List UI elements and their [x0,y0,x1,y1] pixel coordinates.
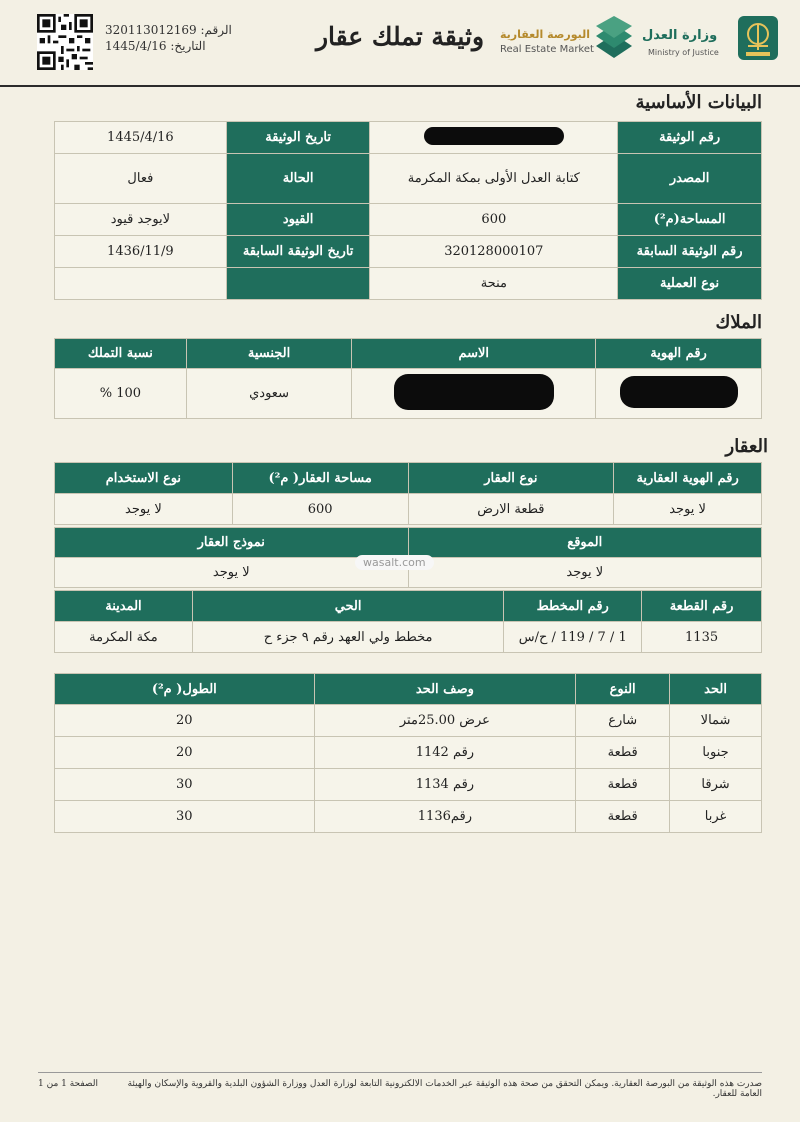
table-row [55,236,762,268]
empty-label [226,268,370,300]
stacks-logo-icon [592,16,636,58]
property-id-value: لا يوجد [614,494,762,525]
table-row [55,769,762,801]
status-label: الحالة [226,154,370,204]
table-row [55,622,762,653]
description-header: وصف الحد [314,674,576,705]
type-value: شارع [576,705,670,737]
operation-type-value: منحة [370,268,618,300]
prev-doc-number-label: رقم الوثيقة السابقة [618,236,762,268]
table-header-row [55,528,762,558]
length-value: 30 [55,801,315,833]
qr-code-icon [37,14,93,70]
description-value: رقم1136 [314,801,576,833]
table-row [55,737,762,769]
doc-date-value: 1445/4/16 [55,122,227,154]
watermark: wasalt.com [355,555,434,570]
table-row [55,705,762,737]
district-value: مخطط ولي العهد رقم ٩ جزء ح [192,622,503,653]
property-table-1 [54,462,762,525]
property-area-header: مساحة العقار( م²) [232,463,408,494]
side-header: الحد [670,674,762,705]
table-header-row [55,674,762,705]
date-label: التاريخ: [170,39,206,53]
page-number: الصفحة 1 من 1 [38,1079,98,1089]
doc-number-value [370,122,618,154]
property-table-3 [54,590,762,653]
owner-name-header: الاسم [352,339,596,369]
ministry-logo-ar: وزارة العدل [642,28,718,43]
length-value: 20 [55,737,315,769]
length-value: 20 [55,705,315,737]
table-row [55,204,762,236]
property-section-title: العقار [725,436,768,457]
city-header: المدينة [55,591,193,622]
doc-number-label: رقم الوثيقة [618,122,762,154]
prev-doc-date-value: 1436/11/9 [55,236,227,268]
location-value: لا يوجد [408,558,762,588]
area-label: المساحة(م²) [618,204,762,236]
logos-area [500,14,780,70]
property-type-value: قطعة الارض [408,494,614,525]
prev-doc-date-label: تاريخ الوثيقة السابقة [226,236,370,268]
boundaries-table [54,673,762,833]
table-row [55,369,762,419]
city-value: مكة المكرمة [55,622,193,653]
redacted-block [620,376,738,408]
table-header-row [55,463,762,494]
usage-type-value: لا يوجد [55,494,233,525]
basic-data-table [54,121,762,300]
plan-number-header: رقم المخطط [504,591,642,622]
doc-date-label: تاريخ الوثيقة [226,122,370,154]
empty-value [55,268,227,300]
page-title: وثيقة تملك عقار [315,22,485,51]
length-value: 30 [55,769,315,801]
usage-type-header: نوع الاستخدام [55,463,233,494]
redacted-block [394,374,554,410]
side-value: جنوبا [670,737,762,769]
owner-share-value: 100 % [55,369,187,419]
owners-section-title: الملاك [715,312,762,333]
basic-section-title: البيانات الأساسية [635,92,762,113]
type-value: قطعة [576,737,670,769]
description-value: عرض 25.00متر [314,705,576,737]
table-row [55,154,762,204]
source-label: المصدر [618,154,762,204]
reference-block [105,22,285,54]
table-row [55,122,762,154]
type-value: قطعة [576,769,670,801]
side-value: شمالا [670,705,762,737]
owner-share-header: نسبة التملك [55,339,187,369]
redacted-block [424,127,564,145]
ministry-logo-en: Ministry of Justice [648,48,719,57]
date-value: 1445/4/16 [105,39,167,53]
owner-name-value [352,369,596,419]
restrictions-label: القيود [226,204,370,236]
prev-doc-number-value: 320128000107 [370,236,618,268]
owners-table [54,338,762,419]
plot-number-header: رقم القطعة [642,591,762,622]
market-logo-en: Real Estate Market [500,44,594,55]
document-footer [38,1072,762,1099]
table-row [55,494,762,525]
status-value: فعال [55,154,227,204]
length-header: الطول( م²) [55,674,315,705]
ref-number: 320113012169 [105,23,197,37]
owner-id-header: رقم الهوية [596,339,762,369]
source-value: كتابة العدل الأولى بمكة المكرمة [370,154,618,204]
market-logo-ar: البورصة العقارية [500,28,591,41]
property-model-header: نموذج العقار [55,528,409,558]
footer-text: صدرت هذه الوثيقة من البورصة العقارية. ويمكن التحقق من صحة هذه الوثيقة عبر الخدمات الالكترونية التابعة لوزارة العدل ووزارة الشؤون البلدية والقروية والإسكان والهيئة العامة للعقار. [127,1079,762,1099]
plan-number-value: 1 / 7 / 119 / ح/س [504,622,642,653]
ministry-emblem-icon [736,14,780,62]
type-value: قطعة [576,801,670,833]
side-value: شرقا [670,769,762,801]
description-value: رقم 1142 [314,737,576,769]
location-header: الموقع [408,528,762,558]
type-header: النوع [576,674,670,705]
owner-nationality-header: الجنسية [186,339,352,369]
property-id-header: رقم الهوية العقارية [614,463,762,494]
property-model-value: لا يوجد [55,558,409,588]
side-value: غربا [670,801,762,833]
owner-nationality-value: سعودي [186,369,352,419]
ref-label: الرقم: [200,23,232,37]
owner-id-value [596,369,762,419]
description-value: رقم 1134 [314,769,576,801]
property-area-value: 600 [232,494,408,525]
table-header-row [55,339,762,369]
table-row [55,268,762,300]
plot-number-value: 1135 [642,622,762,653]
document-header [0,0,800,87]
operation-type-label: نوع العملية [618,268,762,300]
district-header: الحي [192,591,503,622]
table-header-row [55,591,762,622]
restrictions-value: لايوجد قيود [55,204,227,236]
area-value: 600 [370,204,618,236]
property-type-header: نوع العقار [408,463,614,494]
table-row [55,801,762,833]
